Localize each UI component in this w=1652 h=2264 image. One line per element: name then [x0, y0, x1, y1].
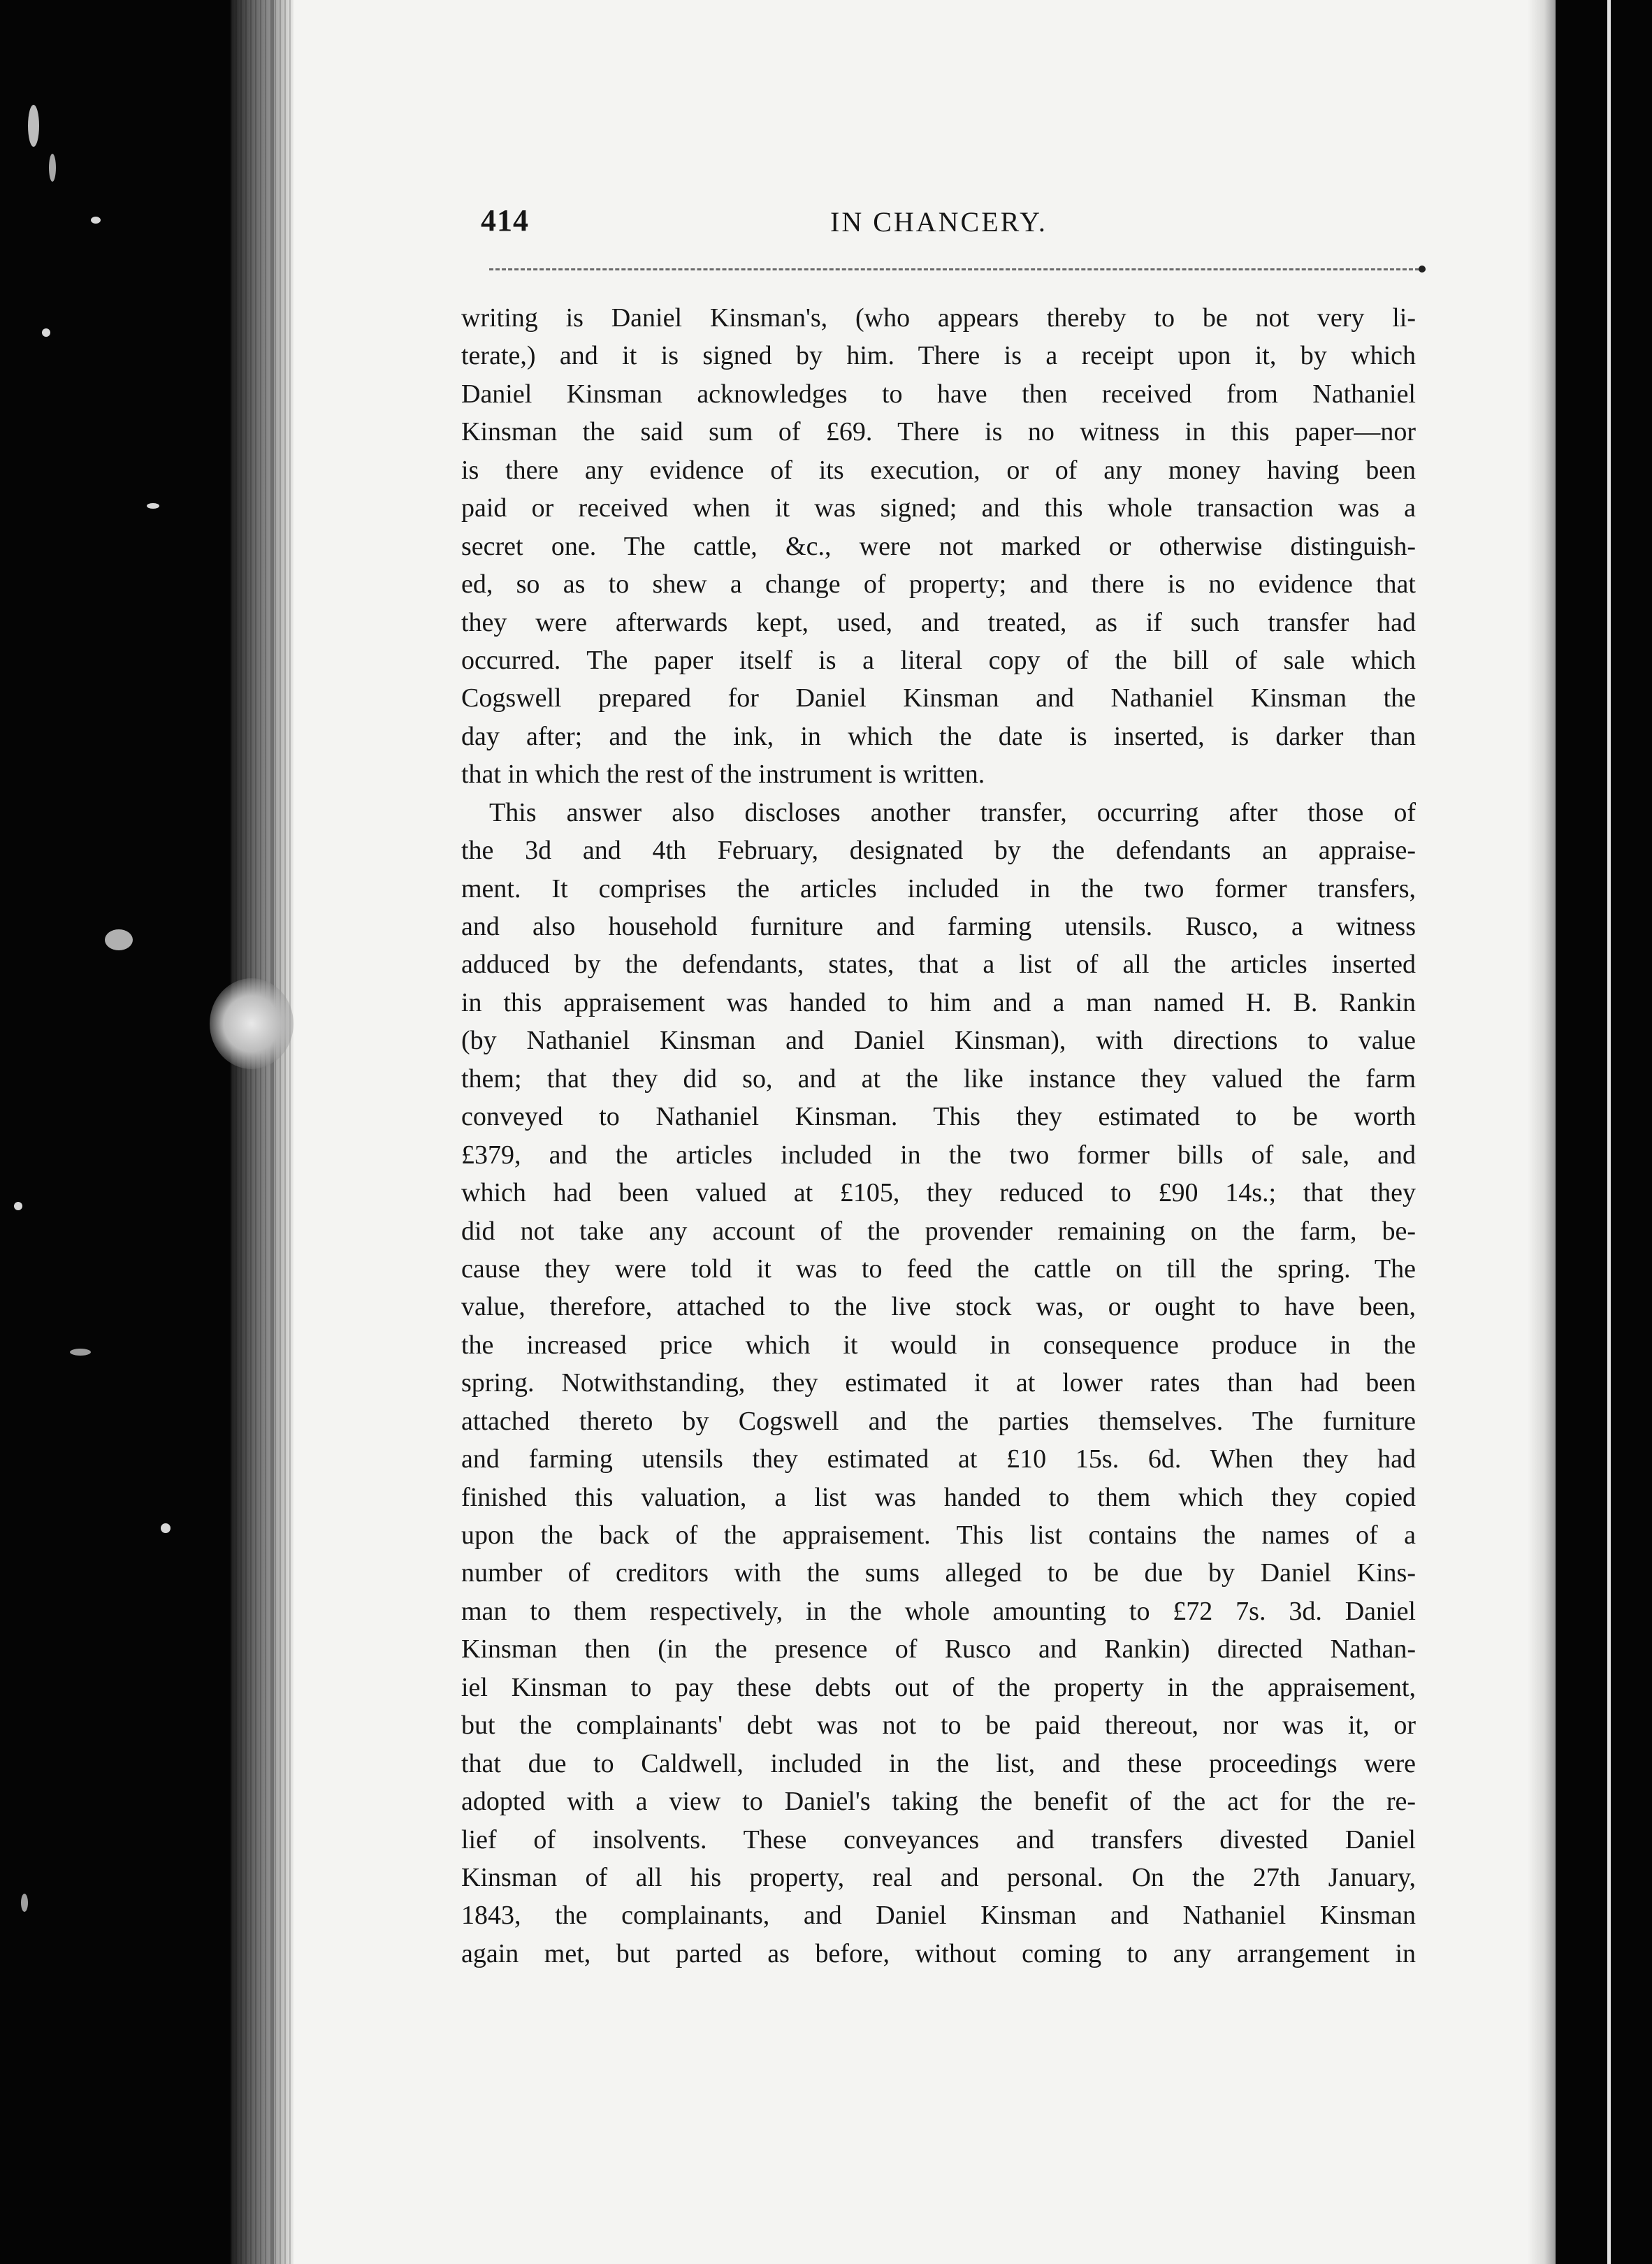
text-line: finished this valuation, a list was handed to them which they copied [461, 1482, 1416, 1512]
body-text [461, 299, 1416, 1973]
page-right-shadow [1528, 0, 1556, 2264]
text-line: adduced by the defendants, states, that a list of all the articles inserted [461, 950, 1416, 980]
page-edge [271, 0, 274, 2264]
scan-speck [14, 1202, 22, 1210]
scan-speck [70, 1349, 91, 1356]
running-head: IN CHANCERY. [830, 206, 1048, 238]
text-line: which had been valued at £105, they reduced to £90 14s.; that they [461, 1178, 1416, 1208]
text-line: writing is Daniel Kinsman's, (who appears thereby to be not very li- [461, 303, 1416, 333]
scan-left-margin [0, 0, 231, 2264]
text-line: secret one. The cattle, &c., were not marked or otherwise distinguish- [461, 531, 1416, 561]
text-line: they were afterwards kept, used, and treated, as if such transfer had [461, 607, 1416, 637]
text-line: number of creditors with the sums alleged to be due by Daniel Kins- [461, 1558, 1416, 1588]
text-line: the increased price which it would in consequence produce in the [461, 1330, 1416, 1360]
text-line: Kinsman then (in the presence of Rusco and Rankin) directed Nathan- [461, 1634, 1416, 1664]
text-line: Cogswell prepared for Daniel Kinsman and Nathaniel Kinsman the [461, 683, 1416, 713]
header-rule-dot [1419, 266, 1426, 273]
header-rule [489, 268, 1426, 270]
text-line: is there any evidence of its execution, or of any money having been [461, 455, 1416, 485]
text-line: terate,) and it is signed by him. There is a receipt upon it, by which [461, 341, 1416, 371]
text-line: lief of insolvents. These conveyances and transfers divested Daniel [461, 1824, 1416, 1855]
text-line: 1843, the complainants, and Daniel Kinsman and Nathaniel Kinsman [461, 1901, 1416, 1931]
text-line: attached thereto by Cogswell and the parties themselves. The furniture [461, 1406, 1416, 1436]
scan-speck [21, 1894, 28, 1912]
text-line: Kinsman the said sum of £69. There is no witness in this paper—nor [461, 417, 1416, 447]
text-line: This answer also discloses another transfer, occurring after those of [489, 797, 1416, 827]
text-line: occurred. The paper itself is a literal copy of the bill of sale which [461, 645, 1416, 675]
text-line: adopted with a view to Daniel's taking the benefit of the act for the re- [461, 1787, 1416, 1817]
text-line: ed, so as to shew a change of property; and there is no evidence that [461, 569, 1416, 600]
text-line: cause they were told it was to feed the cattle on till the spring. The [461, 1254, 1416, 1284]
text-line: and farming utensils they estimated at £10 15s. 6d. When they had [461, 1444, 1416, 1474]
text-line: conveyed to Nathaniel Kinsman. This they estimated to be worth [461, 1102, 1416, 1132]
text-line: again met, but parted as before, without coming to any arrangement in [461, 1938, 1416, 1968]
text-line: value, therefore, attached to the live stock was, or ought to have been, [461, 1292, 1416, 1322]
text-line: paid or received when it was signed; and this whole transaction was a [461, 493, 1416, 523]
text-line: that due to Caldwell, included in the list, and these proceedings were [461, 1748, 1416, 1778]
text-line: man to them respectively, in the whole amounting to £72 7s. 3d. Daniel [461, 1596, 1416, 1626]
page-number: 414 [481, 203, 529, 238]
text-line: but the complainants' debt was not to be paid thereout, nor was it, or [461, 1711, 1416, 1741]
scan-speck [28, 105, 39, 147]
text-line: and also household furniture and farming utensils. Rusco, a witness [461, 912, 1416, 941]
text-line: ment. It comprises the articles included in the two former transfers, [461, 873, 1416, 904]
text-line: them; that they did so, and at the like instance they valued the farm [461, 1064, 1416, 1094]
scan-speck [91, 217, 101, 224]
text-line: did not take any account of the provender remaining on the farm, be- [461, 1216, 1416, 1246]
text-line: (by Nathaniel Kinsman and Daniel Kinsman), with directions to value [461, 1026, 1416, 1056]
text-line: upon the back of the appraisement. This list contains the names of a [461, 1521, 1416, 1550]
text-line: the 3d and 4th February, designated by the defendants an appraise- [461, 836, 1416, 866]
text-line: in this appraisement was handed to him and a man named H. B. Rankin [461, 987, 1416, 1017]
text-line: Kinsman of all his property, real and personal. On the 27th January, [461, 1862, 1416, 1892]
text-line: £379, and the articles included in the two former bills of sale, and [461, 1140, 1416, 1170]
gutter-texture [231, 0, 294, 2264]
scan-right-edge-line [1607, 0, 1611, 2264]
paper-stain [210, 978, 294, 1069]
text-line: iel Kinsman to pay these debts out of the property in the appraisement, [461, 1672, 1416, 1702]
text-line: spring. Notwithstanding, they estimated it at lower rates than had been [461, 1368, 1416, 1398]
scan-speck [49, 154, 56, 182]
scan-speck [161, 1523, 171, 1533]
text-line: Daniel Kinsman acknowledges to have then received from Nathaniel [461, 379, 1416, 409]
text-line: that in which the rest of the instrument is written. [461, 760, 985, 790]
scan-speck [147, 503, 159, 509]
scan-right-margin [1556, 0, 1652, 2264]
scan-speck [42, 328, 50, 337]
text-line: day after; and the ink, in which the date is inserted, is darker than [461, 721, 1416, 751]
page-header [481, 203, 1424, 245]
scan-speck [105, 929, 133, 950]
